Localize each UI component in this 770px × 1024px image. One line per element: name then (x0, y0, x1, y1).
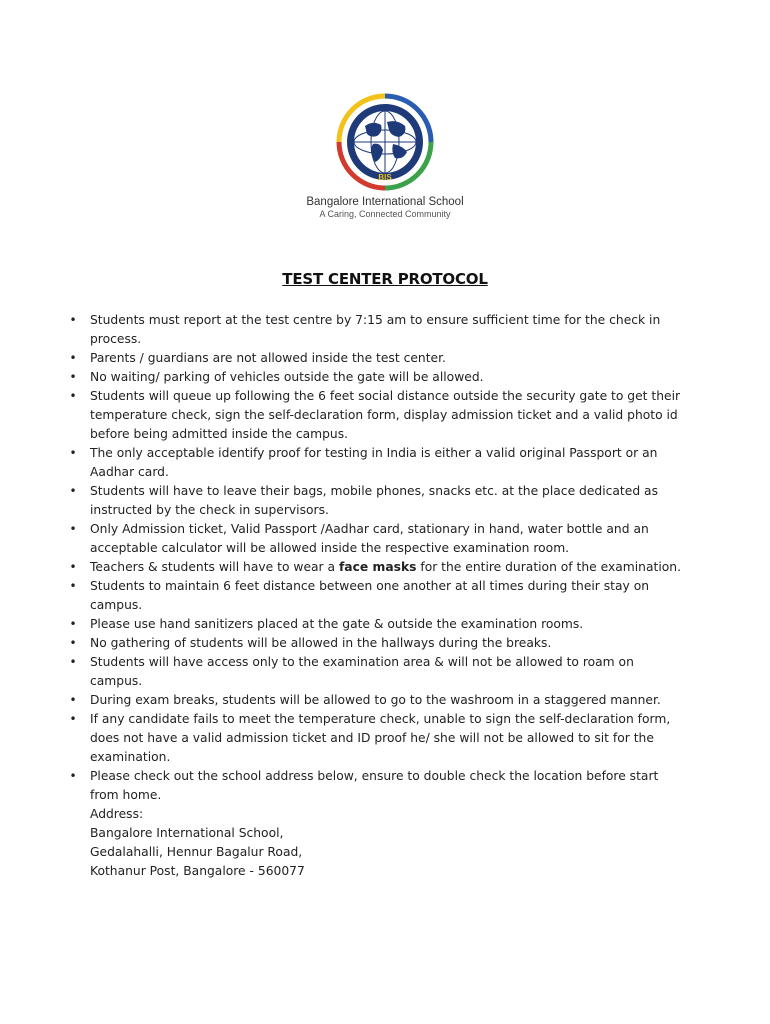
list-item (68, 482, 688, 520)
logo-emblem-text: BIS (378, 173, 392, 182)
list-item-text: During exam breaks, students will be allowed to go to the washroom in a staggered manner. (90, 693, 661, 707)
school-tagline: A Caring, Connected Community (319, 209, 451, 219)
list-item (68, 368, 688, 387)
address-block (90, 805, 688, 881)
list-item (68, 444, 688, 482)
list-item (68, 615, 688, 634)
list-item-text: The only acceptable identify proof for testing in India is either a valid original Passport or an Aadhar card. (90, 446, 658, 479)
list-item (68, 520, 688, 558)
address-line-3: Kothanur Post, Bangalore - 560077 (90, 864, 305, 878)
list-item-text-after: for the entire duration of the examination. (416, 560, 681, 574)
list-item-face-masks (68, 558, 688, 577)
list-item-text: Please check out the school address below, ensure to double check the location before start from home. (90, 769, 659, 802)
list-item (68, 634, 688, 653)
list-item (68, 387, 688, 444)
bullet-icon: • (69, 370, 77, 384)
bullet-icon: • (69, 769, 77, 783)
list-item (68, 653, 688, 691)
school-logo (300, 92, 470, 220)
address-line-1: Bangalore International School, (90, 826, 284, 840)
bullet-icon: • (69, 636, 77, 650)
list-item-text: Students must report at the test centre by 7:15 am to ensure sufficient time for the check in process. (90, 313, 661, 346)
emphasis-face-masks: face masks (338, 560, 417, 574)
list-item (68, 577, 688, 615)
bullet-icon: • (69, 313, 77, 327)
list-item (68, 349, 688, 368)
bullet-icon: • (69, 655, 77, 669)
list-item (68, 691, 688, 710)
list-item-text: Parents / guardians are not allowed inside the test center. (90, 351, 446, 365)
list-item-text: No waiting/ parking of vehicles outside the gate will be allowed. (90, 370, 484, 384)
list-item-text: Only Admission ticket, Valid Passport /Aadhar card, stationary in hand, water bottle and an acceptable calculator will be allowed inside the respective examination room. (90, 522, 649, 555)
bullet-icon: • (69, 560, 77, 574)
list-item (68, 710, 688, 767)
bullet-icon: • (69, 389, 77, 403)
page-title: TEST CENTER PROTOCOL (282, 270, 488, 288)
list-item-text-before: Teachers & students will have to wear a (90, 560, 339, 574)
globe-emblem-icon (325, 92, 445, 192)
bullet-icon: • (69, 351, 77, 365)
list-item-text: Students will queue up following the 6 feet social distance outside the security gate to get their temperature check, sign the self-declaration form, display admission ticket and a valid photo id before being admitted inside the campus. (90, 389, 681, 441)
list-item-address (68, 767, 688, 881)
list-item (68, 311, 688, 349)
bullet-icon: • (69, 484, 77, 498)
school-name: Bangalore International School (306, 196, 464, 208)
protocol-list (68, 311, 688, 881)
list-item-text: Students will have access only to the examination area & will not be allowed to roam on campus. (90, 655, 634, 688)
bullet-icon: • (69, 617, 77, 631)
list-item-text: Please use hand sanitizers placed at the gate & outside the examination rooms. (90, 617, 584, 631)
list-item-text: If any candidate fails to meet the temperature check, unable to sign the self-declaration form, does not have a valid admission ticket and ID proof he/ she will not be allowed to sit for the examination. (90, 712, 671, 764)
address-label: Address: (90, 807, 144, 821)
list-item-text: No gathering of students will be allowed in the hallways during the breaks. (90, 636, 552, 650)
bullet-icon: • (69, 579, 77, 593)
list-item-text: Students will have to leave their bags, mobile phones, snacks etc. at the place dedicated as instructed by the check in supervisors. (90, 484, 658, 517)
bullet-icon: • (69, 693, 77, 707)
bullet-icon: • (69, 712, 77, 726)
bullet-icon: • (69, 522, 77, 536)
list-item-text: Students to maintain 6 feet distance between one another at all times during their stay on campus. (90, 579, 650, 612)
bullet-icon: • (69, 446, 77, 460)
address-line-2: Gedalahalli, Hennur Bagalur Road, (90, 845, 303, 859)
